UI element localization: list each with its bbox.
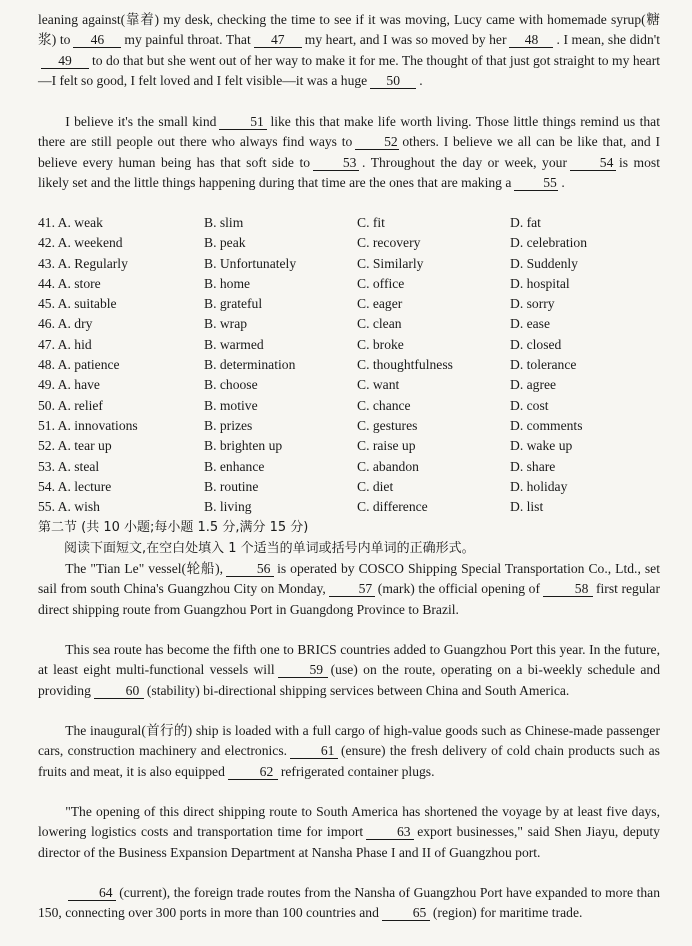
text: This sea route has become the fifth one to BRICS countries added to Guangzhou Port this year. In the future, at least eight multi-functional vessels will xyxy=(38,642,660,678)
option-row-41 xyxy=(38,213,660,233)
option-b: B. determination xyxy=(204,357,296,373)
option-a: 49. A. have xyxy=(38,377,100,393)
section2-heading: 第二节 (共 10 小题;每小题 1.5 分,满分 15 分) xyxy=(38,520,309,535)
text: (current), the foreign trade routes from the Nansha of Guangzhou Port have expanded to more than 150, connecting over 300 ports in more than 100 countries and xyxy=(38,885,660,921)
text: . Throughout the day or week, your xyxy=(362,154,567,170)
option-b: B. wrap xyxy=(204,316,248,332)
passage2-paragraph2 xyxy=(38,640,660,701)
text: I believe it's the small kind xyxy=(65,114,217,129)
blank-49: 49 xyxy=(41,53,89,69)
passage2-paragraph5 xyxy=(38,883,660,924)
blank-46: 46 xyxy=(73,32,121,48)
blank-58: 58 xyxy=(543,581,593,597)
option-d: D. celebration xyxy=(510,235,587,251)
blank-57: 57 xyxy=(329,581,375,597)
text: . I mean, she didn't xyxy=(556,32,660,48)
text: The inaugural(首行的) ship is loaded with a full cargo of high-value goods such as Chinese-made passenger cars, construction machinery and electronics. xyxy=(38,723,660,759)
option-b: B. living xyxy=(204,499,252,515)
blank-52: 52 xyxy=(355,134,399,150)
text: my heart, and I was so moved by her xyxy=(304,32,507,48)
option-c: C. abandon xyxy=(357,458,419,474)
option-a: 46. A. dry xyxy=(38,316,93,332)
text: is most likely set and the little things happening during that time are the ones that are making a xyxy=(38,154,660,190)
blank-53: 53 xyxy=(313,155,359,171)
option-c: C. eager xyxy=(357,296,403,312)
blank-64: 64 xyxy=(68,885,116,901)
option-b: B. motive xyxy=(204,397,258,413)
passage1-paragraph2 xyxy=(38,112,660,193)
text: my painful throat. That xyxy=(124,32,251,48)
option-a: 45. A. suitable xyxy=(38,296,117,312)
option-d: D. wake up xyxy=(510,438,573,454)
blank-56: 56 xyxy=(226,561,274,577)
option-a: 42. A. weekend xyxy=(38,235,123,251)
text: leaning against(靠着) my desk, checking the time to see if it was moving, Lucy came with homemade syrup(糖浆) to xyxy=(38,12,660,48)
section2-instruction: 阅读下面短文,在空白处填入 1 个适当的单词或括号内单词的正确形式。 xyxy=(64,541,475,556)
option-row-45 xyxy=(38,294,660,314)
passage2-paragraph4 xyxy=(38,802,660,863)
option-b: B. grateful xyxy=(204,296,263,312)
option-d: D. comments xyxy=(510,417,583,433)
option-c: C. Similarly xyxy=(357,255,424,271)
blank-60: 60 xyxy=(94,683,144,699)
option-c: C. recovery xyxy=(357,235,421,251)
option-c: C. gestures xyxy=(357,417,418,433)
option-c: C. diet xyxy=(357,478,394,494)
option-row-49 xyxy=(38,375,660,395)
option-b: B. prizes xyxy=(204,417,253,433)
option-d: D. agree xyxy=(510,377,557,393)
option-row-44 xyxy=(38,274,660,294)
blank-55: 55 xyxy=(514,175,558,191)
option-a: 50. A. relief xyxy=(38,397,103,413)
option-d: D. holiday xyxy=(510,478,568,494)
option-c: C. clean xyxy=(357,316,402,332)
option-row-47 xyxy=(38,335,660,355)
option-d: D. fat xyxy=(510,215,541,230)
text: (mark) the official opening of xyxy=(377,581,540,597)
option-d: D. tolerance xyxy=(510,357,577,373)
option-c: C. fit xyxy=(357,215,385,230)
option-row-50 xyxy=(38,396,660,416)
passage1-paragraph1 xyxy=(38,10,660,91)
option-a: 43. A. Regularly xyxy=(38,255,128,271)
text: . xyxy=(561,174,565,190)
option-c: C. broke xyxy=(357,336,404,352)
blank-48: 48 xyxy=(509,32,553,48)
option-c: C. raise up xyxy=(357,438,416,454)
option-row-51 xyxy=(38,416,660,436)
option-b: B. home xyxy=(204,275,251,291)
text: export businesses," said Shen Jiayu, deputy director of the Business Expansion Department at Nansha Phase I and II of Guangzhou port. xyxy=(38,824,660,860)
option-d: D. sorry xyxy=(510,296,555,312)
option-a: 47. A. hid xyxy=(38,336,92,352)
blank-61: 61 xyxy=(290,743,338,759)
blank-54: 54 xyxy=(570,155,616,171)
option-row-54 xyxy=(38,477,660,497)
option-b: B. routine xyxy=(204,478,259,494)
option-a: 48. A. patience xyxy=(38,357,120,373)
option-c: C. chance xyxy=(357,397,411,413)
option-a: 51. A. innovations xyxy=(38,417,138,433)
option-b: B. slim xyxy=(204,215,244,230)
text: (use) on the route, operating on a bi-weekly schedule and providing xyxy=(38,662,660,698)
text: (region) for maritime trade. xyxy=(432,905,583,921)
blank-65: 65 xyxy=(382,905,430,921)
text: (stability) bi-directional shipping services between China and South America. xyxy=(146,682,570,698)
text: like this that make life worth living. Those little things remind us that there are still people out there who always find ways to xyxy=(38,114,660,150)
option-a: 44. A. store xyxy=(38,275,101,291)
passage2-paragraph3 xyxy=(38,721,660,782)
option-row-43 xyxy=(38,254,660,274)
option-a: 52. A. tear up xyxy=(38,438,112,454)
option-c: C. office xyxy=(357,275,405,291)
option-row-48 xyxy=(38,355,660,375)
option-c: C. thoughtfulness xyxy=(357,357,453,373)
text: first regular direct shipping route from Guangzhou Port in Guangdong Province to Brazil. xyxy=(38,581,660,617)
option-d: D. cost xyxy=(510,397,549,413)
option-d: D. ease xyxy=(510,316,551,332)
option-a: 54. A. lecture xyxy=(38,478,112,494)
text: "The opening of this direct shipping route to South America has shortened the voyage by at least five days, lowering logistics costs and transportation time for import xyxy=(38,804,660,840)
text: to do that but she went out of her way to make it for me. The thought of that just got straight to my heart—I felt so good, I felt loved and I felt visible—it was a huge xyxy=(38,52,660,88)
blank-63: 63 xyxy=(366,824,414,840)
option-b: B. brighten up xyxy=(204,438,283,454)
text: The "Tian Le" vessel(轮船), xyxy=(65,561,224,576)
text: others. I believe we all can be like that, and I believe every human being has that soft side to xyxy=(38,134,660,170)
option-c: C. difference xyxy=(357,499,428,515)
option-b: B. warmed xyxy=(204,336,264,352)
passage2-paragraph1 xyxy=(38,559,660,620)
blank-62: 62 xyxy=(228,764,278,780)
option-c: C. want xyxy=(357,377,400,393)
blank-50: 50 xyxy=(370,73,416,89)
blank-47: 47 xyxy=(254,32,302,48)
option-a: 53. A. steal xyxy=(38,458,100,474)
option-d: D. closed xyxy=(510,336,562,352)
text: (ensure) the fresh delivery of cold chain products such as fruits and meat, it is also equipped xyxy=(38,743,660,779)
option-d: D. Suddenly xyxy=(510,255,578,271)
option-row-46 xyxy=(38,314,660,334)
option-b: B. enhance xyxy=(204,458,265,474)
option-b: B. choose xyxy=(204,377,258,393)
option-row-52 xyxy=(38,436,660,456)
options-list xyxy=(38,213,660,517)
option-d: D. hospital xyxy=(510,275,570,291)
option-b: B. Unfortunately xyxy=(204,255,297,271)
text: is operated by COSCO Shipping Special Transportation Co., Ltd., set sail from south China's Guangzhou City on Monday, xyxy=(38,561,660,597)
option-row-42 xyxy=(38,233,660,253)
option-a: 41. A. weak xyxy=(38,215,103,230)
blank-59: 59 xyxy=(278,662,328,678)
option-row-53 xyxy=(38,457,660,477)
text: refrigerated container plugs. xyxy=(280,763,435,779)
option-b: B. peak xyxy=(204,235,246,251)
text: . xyxy=(419,72,423,88)
option-d: D. share xyxy=(510,458,556,474)
option-a: 55. A. wish xyxy=(38,499,100,515)
option-row-55 xyxy=(38,497,660,517)
option-d: D. list xyxy=(510,499,544,515)
blank-51: 51 xyxy=(219,114,267,130)
